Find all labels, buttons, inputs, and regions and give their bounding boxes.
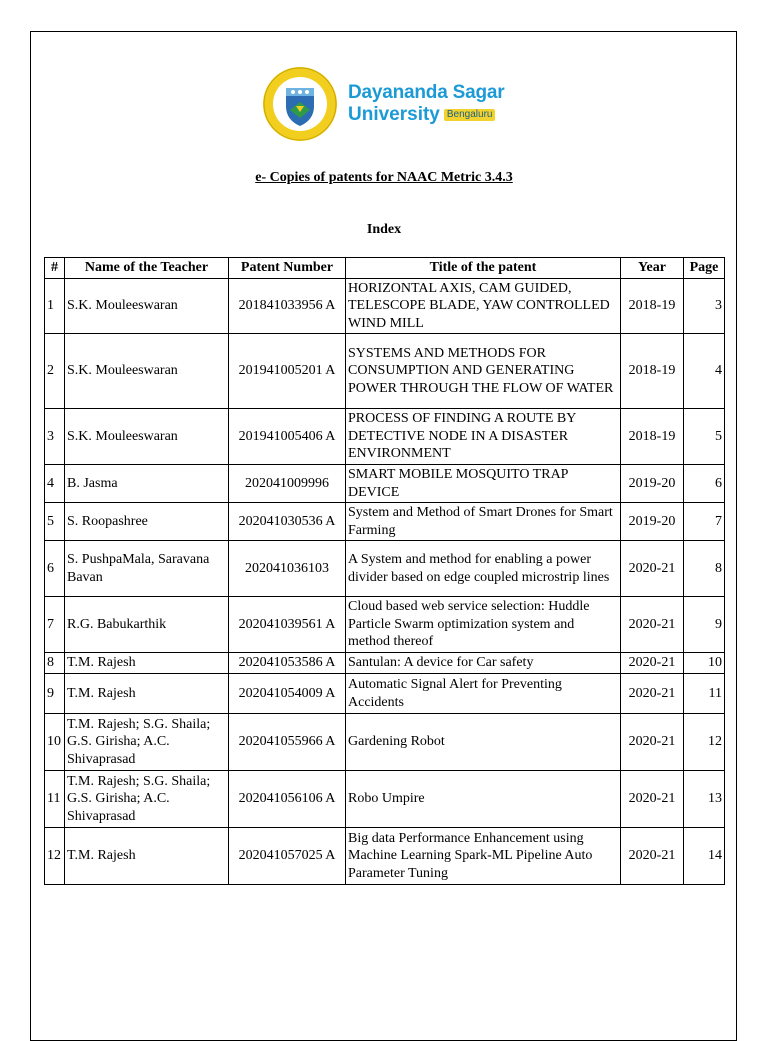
year: 2020-21 [621,674,684,714]
table-row [45,771,725,828]
patent-number: 202041009996 [229,465,346,503]
logo-university-name: Dayananda Sagar [348,82,505,104]
year: 2019-20 [621,503,684,541]
header-patent-title: Title of the patent [346,258,621,279]
table-row [45,465,725,503]
page-number: 10 [684,653,725,674]
year: 2018-19 [621,278,684,334]
header-year: Year [621,258,684,279]
teacher-name: S.K. Mouleeswaran [65,334,229,409]
row-number: 9 [45,674,65,714]
table-row [45,828,725,885]
patent-title: Cloud based web service selection: Huddle Particle Swarm optimization system and method thereof [346,597,621,653]
teacher-name: T.M. Rajesh [65,828,229,885]
year: 2020-21 [621,828,684,885]
page-number: 11 [684,674,725,714]
patent-number: 202041039561 A [229,597,346,653]
table-row [45,409,725,465]
page-number: 6 [684,465,725,503]
logo-university-word: University [348,104,440,125]
page-number: 8 [684,541,725,597]
row-number: 7 [45,597,65,653]
year: 2020-21 [621,597,684,653]
row-number: 3 [45,409,65,465]
table-row [45,334,725,409]
teacher-name: T.M. Rajesh [65,653,229,674]
table-row [45,503,725,541]
patent-title: Robo Umpire [346,771,621,828]
patent-title: PROCESS OF FINDING A ROUTE BY DETECTIVE NODE IN A DISASTER ENVIRONMENT [346,409,621,465]
patent-title: HORIZONTAL AXIS, CAM GUIDED, TELESCOPE BLADE, YAW CONTROLLED WIND MILL [346,278,621,334]
index-heading: Index [366,222,402,237]
teacher-name: S. Roopashree [65,503,229,541]
page-number: 14 [684,828,725,885]
patent-number: 202041056106 A [229,771,346,828]
page-number: 13 [684,771,725,828]
row-number: 6 [45,541,65,597]
teacher-name: T.M. Rajesh; S.G. Shaila; G.S. Girisha; A.C. Shivaprasad [65,771,229,828]
row-number: 11 [45,771,65,828]
patent-number: 201941005201 A [229,334,346,409]
header-page: Page [684,258,725,279]
patent-title: SYSTEMS AND METHODS FOR CONSUMPTION AND GENERATING POWER THROUGH THE FLOW OF WATER [346,334,621,409]
row-number: 10 [45,714,65,771]
teacher-name: B. Jasma [65,465,229,503]
year: 2019-20 [621,465,684,503]
teacher-name: T.M. Rajesh; S.G. Shaila; G.S. Girisha; A.C. Shivaprasad [65,714,229,771]
header-number: # [45,258,65,279]
row-number: 8 [45,653,65,674]
university-logo [262,66,504,142]
page-number: 12 [684,714,725,771]
year: 2020-21 [621,771,684,828]
header-teacher-name: Name of the Teacher [65,258,229,279]
row-number: 1 [45,278,65,334]
teacher-name: S.K. Mouleeswaran [65,409,229,465]
year: 2020-21 [621,714,684,771]
table-row [45,541,725,597]
row-number: 12 [45,828,65,885]
year: 2020-21 [621,653,684,674]
table-row [45,714,725,771]
teacher-name: T.M. Rajesh [65,674,229,714]
teacher-name: S. PushpaMala, Saravana Bavan [65,541,229,597]
patent-title: A System and method for enabling a power divider based on edge coupled microstrip lines [346,541,621,597]
document-title: e- Copies of patents for NAAC Metric 3.4.3 [255,170,513,185]
patent-title: System and Method of Smart Drones for Smart Farming [346,503,621,541]
page-number: 3 [684,278,725,334]
page-number: 4 [684,334,725,409]
patent-number: 202041057025 A [229,828,346,885]
year: 2020-21 [621,541,684,597]
university-seal-icon [262,66,338,142]
patent-title: Automatic Signal Alert for Preventing Accidents [346,674,621,714]
page-number: 7 [684,503,725,541]
table-row [45,653,725,674]
header-patent-number: Patent Number [229,258,346,279]
patent-number: 202041036103 [229,541,346,597]
table-row [45,674,725,714]
patent-title: Big data Performance Enhancement using Machine Learning Spark-ML Pipeline Auto Parameter Tuning [346,828,621,885]
patent-number: 202041030536 A [229,503,346,541]
teacher-name: R.G. Babukarthik [65,597,229,653]
table-header-row [45,258,725,279]
teacher-name: S.K. Mouleeswaran [65,278,229,334]
patent-number: 202041054009 A [229,674,346,714]
patent-number: 201941005406 A [229,409,346,465]
page-number: 9 [684,597,725,653]
table-row [45,597,725,653]
row-number: 2 [45,334,65,409]
row-number: 5 [45,503,65,541]
patent-number: 201841033956 A [229,278,346,334]
patent-number: 202041053586 A [229,653,346,674]
year: 2018-19 [621,409,684,465]
table-row [45,278,725,334]
logo-city-badge: Bengaluru [444,109,496,121]
patents-table [44,257,725,885]
patent-number: 202041055966 A [229,714,346,771]
patent-title: SMART MOBILE MOSQUITO TRAP DEVICE [346,465,621,503]
patent-title: Santulan: A device for Car safety [346,653,621,674]
year: 2018-19 [621,334,684,409]
row-number: 4 [45,465,65,503]
patent-title: Gardening Robot [346,714,621,771]
page-number: 5 [684,409,725,465]
